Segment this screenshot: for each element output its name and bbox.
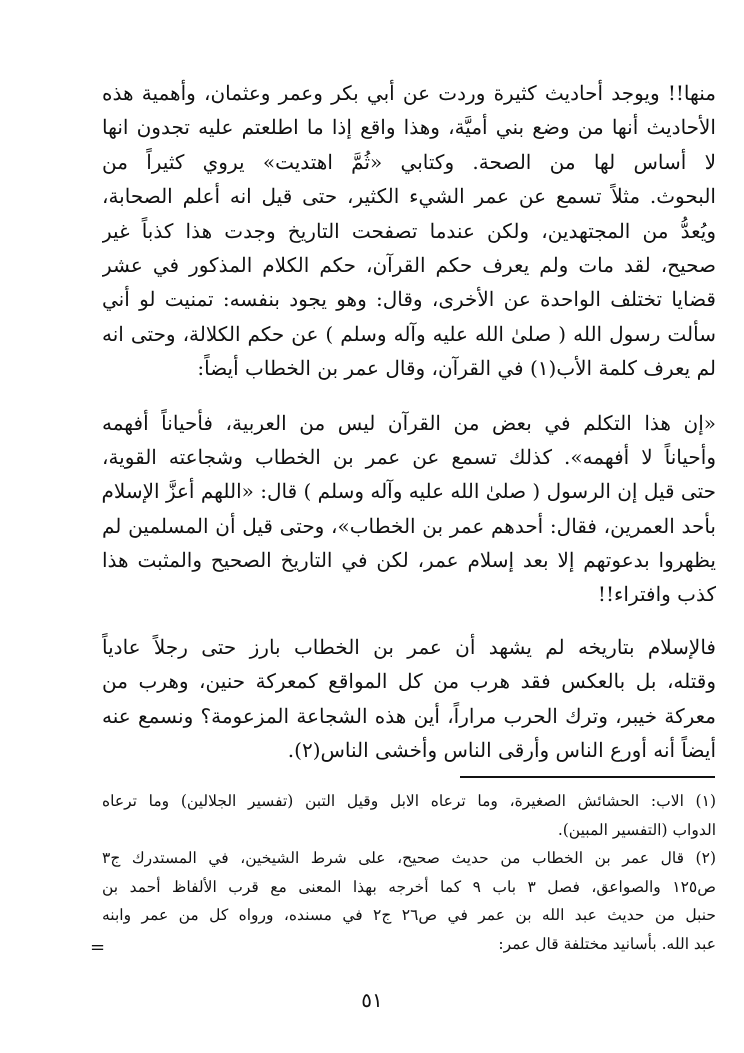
text-line: ويُعدُّ من المجتهدين، ولكن عندما تصفحت التاريخ وجدت هذا كذباً غير xyxy=(102,218,716,243)
text-line: وقتله، بل بالعكس فقد هرب من كل المواقع كمعركة حنين، وهرب من xyxy=(102,669,716,694)
paragraph-3 xyxy=(102,630,716,768)
footnote-divider xyxy=(460,776,715,778)
footnote-line: عبد الله. بأسانيد مختلفة قال عمر: xyxy=(498,934,716,953)
page-number: ٥١ xyxy=(361,988,383,1012)
text-line: حتى قيل إن الرسول ( صلىٰ الله عليه وآله وسلم ) قال: «اللهم أعزَّ الإسلام xyxy=(102,479,716,504)
text-line: لم يعرف كلمة الأب(١) في القرآن، وقال عمر بن الخطاب أيضاً: xyxy=(197,356,716,381)
text-line: الأحاديث أنها من وضع بني أميَّة، وهذا واقع إذا ما اطلعتم عليه تجدون انها xyxy=(102,115,716,140)
text-line: سألت رسول الله ( صلىٰ الله عليه وآله وسلم ) عن حكم الكلالة، وحتى انه xyxy=(102,321,716,346)
text-line: وأحياناً لا أفهمه». كذلك تسمع عن عمر بن الخطاب وشجاعته القوية، xyxy=(102,444,716,469)
text-line: كذب وافتراء!! xyxy=(597,582,716,607)
footnote-line: (١) الاب: الحشائش الصغيرة، وما ترعاه الابل وقيل التبن (تفسير الجلالين) وما ترعاه xyxy=(102,792,716,810)
text-line: بأحد العمرين، فقال: أحدهم عمر بن الخطاب»، وحتى قيل أن المسلمين لم xyxy=(102,513,716,538)
footnote-line: (٢) قال عمر بن الخطاب من حديث صحيح، على شرط الشيخين، في المستدرك ج٣ xyxy=(102,849,716,868)
text-line: أيضاً أنه أورع الناس وأرقى الناس وأخشى الناس(٢). xyxy=(287,738,716,763)
text-line: البحوث. مثلاً تسمع عن عمر الشيء الكثير، حتى قيل انه أعلم الصحابة، xyxy=(102,184,716,209)
paragraph-gap xyxy=(102,386,716,406)
paragraph-gap xyxy=(102,612,716,630)
text-line: فالإسلام بتاريخه لم يشهد أن عمر بن الخطاب بارز حتى رجلاً عادياً xyxy=(102,634,716,659)
footnote-line: ص١٢٥ والصواعق، فصل ٣ باب ٩ كما أخرجه بهذا المعنى مع قرب الألفاظ أحمد بن xyxy=(102,877,716,896)
continuation-mark: = xyxy=(90,937,106,958)
main-text xyxy=(102,76,716,767)
text-line: قضايا تختلف الواحدة عن الأخرى، وقال: وهو يجود بنفسه: تمنيت لو أني xyxy=(102,287,716,312)
text-line: منها!! ويوجد أحاديث كثيرة وردت عن أبي بكر وعمر وعثمان، وأهمية هذه xyxy=(102,81,716,105)
paragraph-1 xyxy=(102,76,716,386)
text-line: لا أساس لها من الصحة. وكتابي «ثُمَّ اهتديت» يروي كثيراً من xyxy=(102,149,716,174)
text-line: صحيح، لقد مات ولم يعرف حكم القرآن، حكم الكلام المذكور في عشر xyxy=(102,252,716,277)
text-line: «إن هذا التكلم في بعض من القرآن ليس من العربية، فأحياناً أفهمه xyxy=(102,410,716,435)
paragraph-2 xyxy=(102,406,716,612)
text-line: معركة خيبر، وترك الحرب مراراً، أين هذه الشجاعة المزعومة؟ ونسمع عنه xyxy=(102,703,716,728)
footnotes xyxy=(102,787,716,959)
footnote-line: الدواب (التفسير المبين). xyxy=(557,820,716,839)
text-line: يظهروا بدعوتهم إلا بعد إسلام عمر، لكن في التاريخ الصحيح والمثبت هذا xyxy=(102,548,716,573)
footnote-line: حنبل من حديث عبد الله بن عمر في ص٢٦ ج٢ في مسنده، ورواه كل من عمر وابنه xyxy=(102,906,716,925)
